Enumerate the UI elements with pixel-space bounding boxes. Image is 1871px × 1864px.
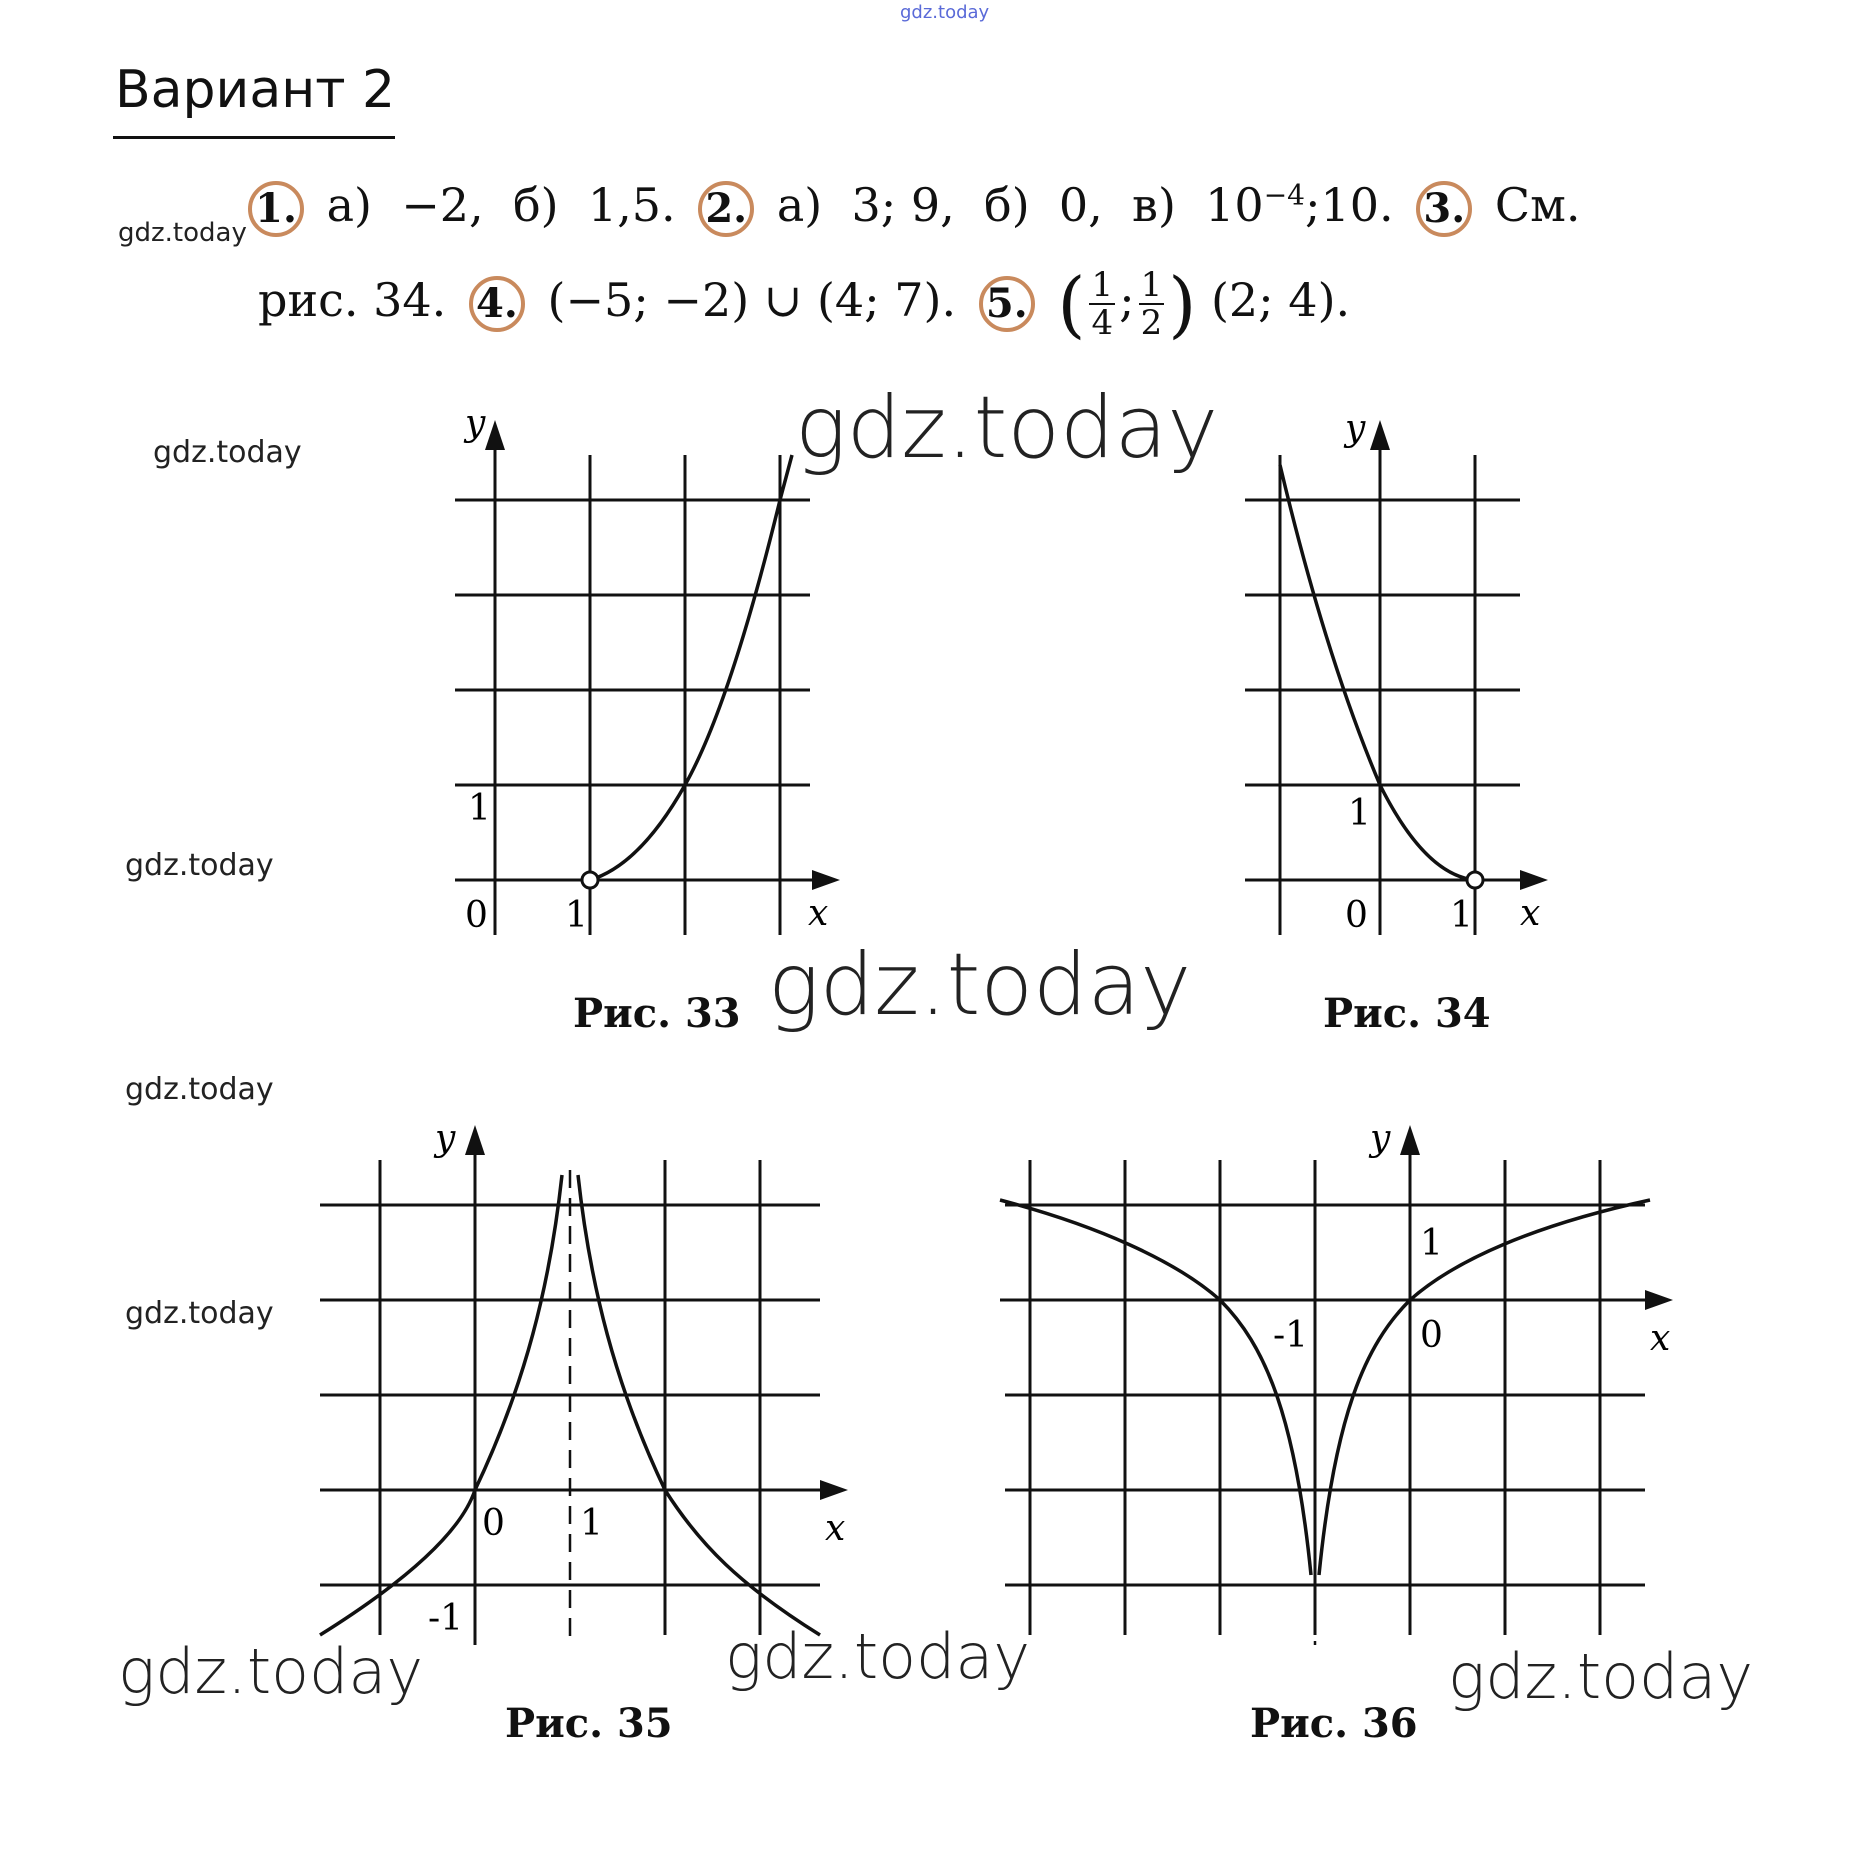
label-a: а) — [776, 178, 823, 232]
watermark: gdz.today — [768, 935, 1192, 1035]
tick-zero: 0 — [482, 1503, 505, 1544]
tick-y-1: 1 — [468, 788, 491, 829]
tick-y-1: 1 — [1420, 1223, 1443, 1264]
answer-2b: 0, — [1058, 178, 1103, 232]
answers-line-1 — [240, 178, 1580, 237]
tick-x-minus-1: -1 — [1273, 1315, 1309, 1356]
tick-y-minus-1: -1 — [428, 1598, 464, 1639]
watermark: gdz.today — [725, 1620, 1031, 1693]
figure-35-caption: Рис. 35 — [505, 1700, 673, 1747]
close-paren: ) — [1168, 262, 1197, 346]
watermark: gdz.today — [1448, 1640, 1754, 1713]
task-number-5: 5. — [979, 276, 1035, 332]
task-number-1: 1. — [248, 181, 304, 237]
answer-2a: 3; 9, — [851, 178, 955, 232]
title-underline — [113, 136, 395, 139]
watermark: gdz.today — [153, 435, 302, 470]
tick-zero: 0 — [1345, 895, 1368, 936]
watermark: gdz.today — [118, 218, 247, 248]
tick-x-1: 1 — [1450, 895, 1473, 936]
x-axis-label: x — [808, 893, 829, 934]
answer-4: (−5; −2) ∪ (4; 7). — [547, 273, 957, 327]
watermark: gdz.today — [795, 378, 1219, 478]
figure-34-graph — [1230, 405, 1570, 965]
answer-1a: −2, — [401, 178, 484, 232]
label-b: б) — [512, 178, 559, 232]
figure-36-graph — [995, 1115, 1715, 1655]
figure-33-caption: Рис. 33 — [573, 990, 741, 1037]
page-title: Вариант 2 — [115, 60, 396, 120]
answers-line-2: рис. 34. 4. (−5; −2) ∪ (4; 7). 5. ( $\frac{1}{4}$ ; $\frac{1}{2}$ ) (2; 4). — [258, 262, 1351, 346]
see-text: См. — [1494, 178, 1581, 232]
watermark: gdz.today — [118, 1635, 424, 1708]
label-a: а) — [326, 178, 372, 232]
y-axis-label: y — [435, 1118, 456, 1159]
watermark: gdz.today — [125, 1296, 274, 1331]
answer-1b: 1,5. — [587, 178, 676, 232]
figure-34-caption: Рис. 34 — [1323, 990, 1491, 1037]
figure-36-caption: Рис. 36 — [1250, 1700, 1418, 1747]
x-axis-label: x — [1650, 1318, 1671, 1359]
label-b: б) — [984, 178, 1030, 232]
x-axis-label: x — [825, 1508, 846, 1549]
y-axis-label: y — [1370, 1118, 1391, 1159]
answer-2v: $10^{-4};10$. — [1205, 178, 1394, 232]
figure-33-graph — [440, 405, 860, 965]
task-number-4: 4. — [469, 276, 525, 332]
watermark: gdz.today — [125, 1072, 274, 1107]
label-v: в) — [1132, 178, 1176, 232]
fraction-one-half: $\frac{1}{2}$ — [1140, 265, 1163, 343]
tick-zero: 0 — [1420, 1315, 1443, 1356]
top-watermark: gdz.today — [900, 2, 990, 23]
watermark: gdz.today — [125, 848, 274, 883]
tick-zero: 0 — [465, 895, 488, 936]
fraction-one-quarter: $\frac{1}{4}$ — [1091, 265, 1114, 343]
tick-x-1: 1 — [565, 895, 588, 936]
figure-reference: рис. 34. — [258, 273, 447, 327]
y-axis-label: y — [465, 405, 486, 444]
open-paren: ( — [1057, 262, 1086, 346]
figure-35-graph — [310, 1115, 870, 1655]
task-number-3: 3. — [1416, 181, 1472, 237]
tick-y-1: 1 — [1348, 793, 1371, 834]
answer-5-second-interval: (2; 4). — [1210, 273, 1351, 327]
x-axis-label: x — [1520, 893, 1541, 934]
task-number-2: 2. — [698, 181, 754, 237]
y-axis-label: y — [1345, 408, 1366, 449]
tick-x-1: 1 — [580, 1503, 603, 1544]
